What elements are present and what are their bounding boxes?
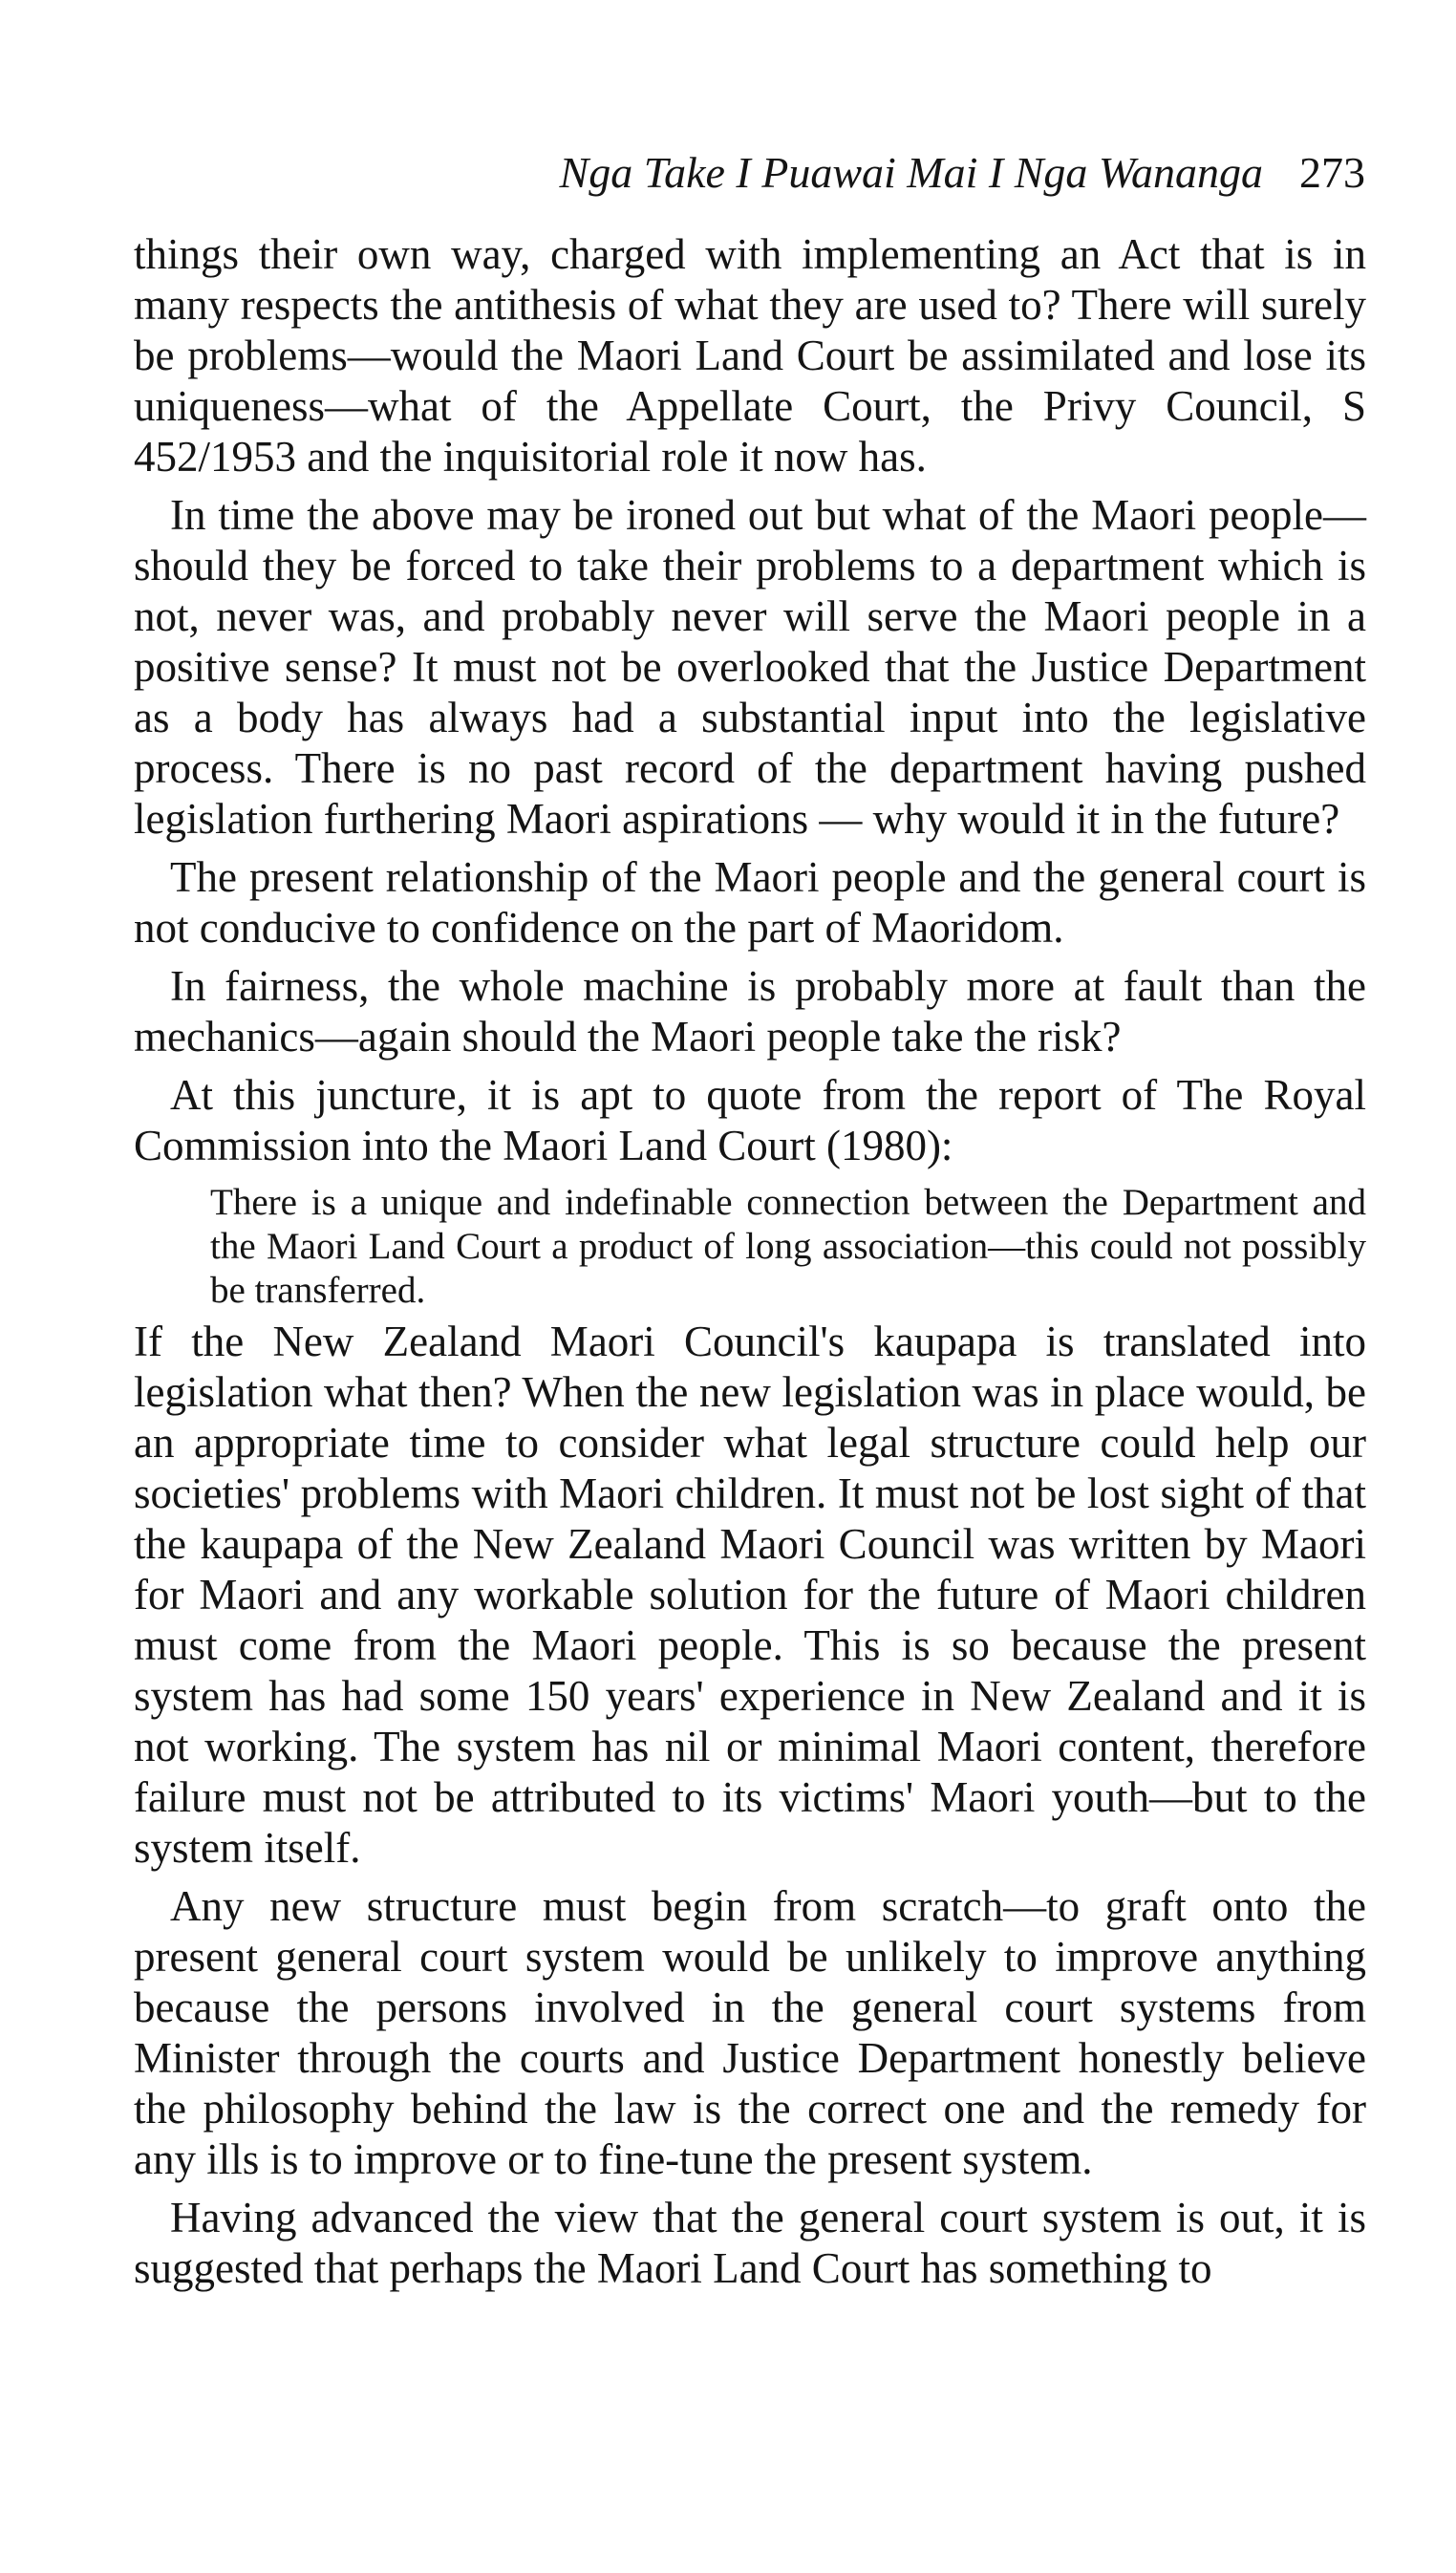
paragraph: In time the above may be ironed out but what of the Maori people—should they be forced to take their problems to a department which is not, never was, and probably never will serve the Maori people in a positive sense? It must not be overlooked that the Justice Department as a body has always had a substantial input into the legislative process. There is no past record of the department having pushed legislation furthering Maori aspirations — why would it in the future? <box>134 491 1366 843</box>
running-head <box>559 148 1365 197</box>
block-quote: There is a unique and indefinable connection between the Department and the Maori Land Court a product of long association—this could not possibly be transferred. <box>210 1182 1366 1311</box>
page-number: 273 <box>1299 148 1365 197</box>
running-title: Nga Take I Puawai Mai I Nga Wananga <box>559 148 1263 197</box>
paragraph: Any new structure must begin from scratch—to graft onto the present general court system would be unlikely to improve anything because the persons involved in the general court systems from Minister through the courts and Justice Department honestly believe the philosophy behind the law is the correct one and the remedy for any ills is to improve or to fine-tune the present system. <box>134 1882 1366 2183</box>
paragraph: At this juncture, it is apt to quote from the report of The Royal Commission into the Maori Land Court (1980): <box>134 1071 1366 1169</box>
paragraph: If the New Zealand Maori Council's kaupapa is translated into legislation what then? When the new legislation was in place would, be an appropriate time to consider what legal structure could help our societies' problems with Maori children. It must not be lost sight of that the kaupapa of the New Zealand Maori Council was written by Maori for Maori and any workable solution for the future of Maori children must come from the Maori people. This is so because the present system has had some 150 years' experience in New Zealand and it is not working. The system has nil or minimal Maori content, therefore failure must not be attributed to its victims' Maori youth—but to the system itself. <box>134 1318 1366 1872</box>
body-text <box>134 229 1366 2294</box>
paragraph: The present relationship of the Maori people and the general court is not conducive to confidence on the part of Maoridom. <box>134 853 1366 952</box>
paragraph-continued: things their own way, charged with implementing an Act that is in many respects the antithesis of what they are used to? There will surely be problems—would the Maori Land Court be assimilated and lose its uniqueness—what of the Appellate Court, the Privy Council, S 452/1953 and the inquisitorial role it now has. <box>134 230 1366 481</box>
paragraph: In fairness, the whole machine is probably more at fault than the mechanics—again should the Maori people take the risk? <box>134 962 1366 1061</box>
paragraph: Having advanced the view that the general court system is out, it is suggested that perhaps the Maori Land Court has something to <box>134 2194 1366 2292</box>
